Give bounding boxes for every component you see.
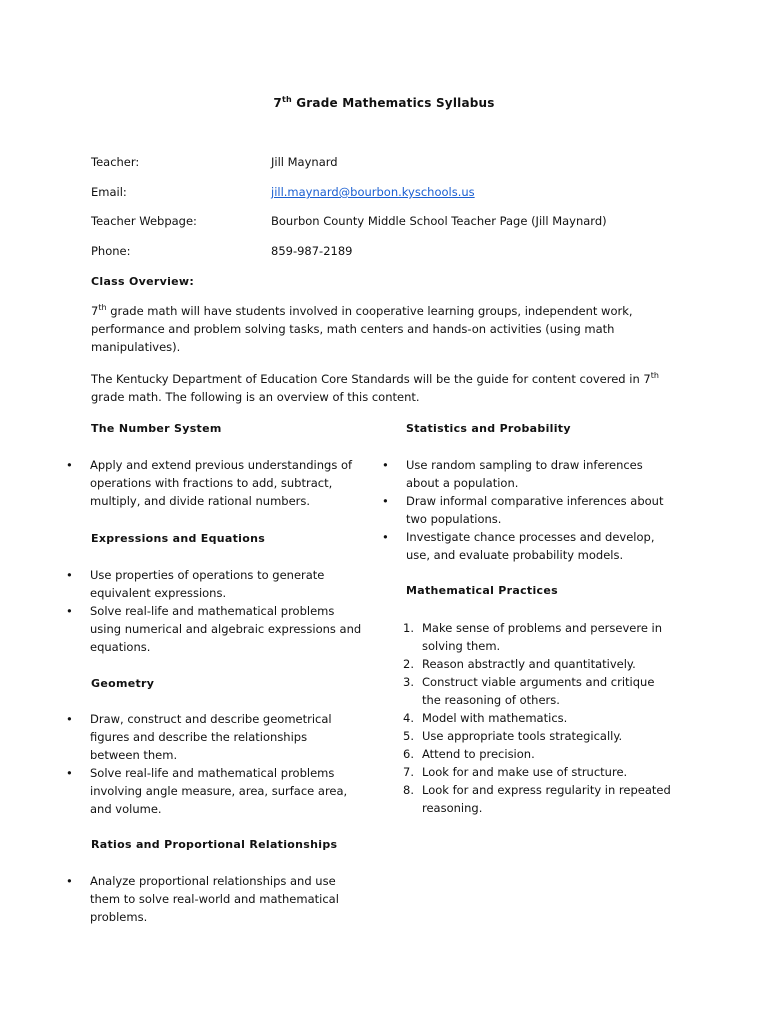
list-item: 2. Reason abstractly and quantitatively. (403, 657, 636, 671)
teacher-value: Jill Maynard (271, 155, 338, 169)
webpage-row (91, 212, 711, 230)
statistics-list (382, 456, 702, 564)
document-title: 7th Grade Mathematics Syllabus (273, 95, 495, 110)
list-item: • Use properties of operations to generate equivalent expressions. (66, 568, 325, 600)
list-item: • Apply and extend previous understandings of operations with fractions to add, subtract, multiply, and divide rational numbers. (66, 458, 353, 508)
list-item: • Analyze proportional relationships and use them to solve real-world and mathematical problems. (66, 874, 339, 924)
teacher-row (91, 153, 711, 171)
list-item: • Use random sampling to draw inferences about a population. (382, 458, 643, 490)
ratios-list (66, 872, 366, 926)
number-system-heading: The Number System (91, 422, 222, 435)
list-item: 8. Look for and express regularity in repeated reasoning. (403, 783, 671, 815)
list-item: • Solve real-life and mathematical problems using numerical and algebraic expressions and equations. (66, 604, 362, 654)
practices-heading: Mathematical Practices (406, 584, 558, 597)
overview-paragraph-2: The Kentucky Department of Education Core Standards will be the guide for content covered in 7th grade math. The following is an overview of this content. (91, 371, 659, 404)
practices-list (396, 619, 716, 817)
geometry-heading: Geometry (91, 677, 155, 690)
list-item: 3. Construct viable arguments and critique the reasoning of others. (403, 675, 655, 707)
list-item: • Draw, construct and describe geometrical figures and describe the relationships between them. (66, 712, 332, 762)
list-item: 7. Look for and make use of structure. (403, 765, 628, 779)
ratios-heading: Ratios and Proportional Relationships (91, 838, 338, 851)
expressions-list (66, 566, 366, 656)
statistics-heading: Statistics and Probability (406, 422, 571, 435)
class-overview-heading: Class Overview: (91, 275, 195, 288)
phone-row (91, 242, 711, 260)
list-item: 4. Model with mathematics. (403, 711, 568, 725)
webpage-value: Bourbon County Middle School Teacher Page (Jill Maynard) (271, 214, 607, 228)
email-link[interactable]: jill.maynard@bourbon.kyschools.us (271, 185, 475, 199)
list-item: • Investigate chance processes and develop, use, and evaluate probability models. (382, 530, 655, 562)
list-item: 1. Make sense of problems and persevere in solving them. (403, 621, 663, 653)
geometry-list (66, 710, 366, 818)
phone-label: Phone: (91, 244, 131, 258)
list-item: • Draw informal comparative inferences about two populations. (382, 494, 664, 526)
email-label: Email: (91, 185, 127, 199)
webpage-label: Teacher Webpage: (91, 214, 197, 228)
number-system-list (66, 456, 366, 510)
expressions-heading: Expressions and Equations (91, 532, 266, 545)
list-item: 5. Use appropriate tools strategically. (403, 729, 623, 743)
email-row (91, 183, 711, 201)
list-item: 6. Attend to precision. (403, 747, 535, 761)
teacher-label: Teacher: (91, 155, 140, 169)
list-item: • Solve real-life and mathematical problems involving angle measure, area, surface area, and volume. (66, 766, 348, 816)
phone-value: 859-987-2189 (271, 244, 353, 258)
overview-paragraph-1: 7th grade math will have students involved in cooperative learning groups, independent work, performance and problem solving tasks, math centers and hands-on activities (using math manipulatives). (91, 303, 633, 354)
